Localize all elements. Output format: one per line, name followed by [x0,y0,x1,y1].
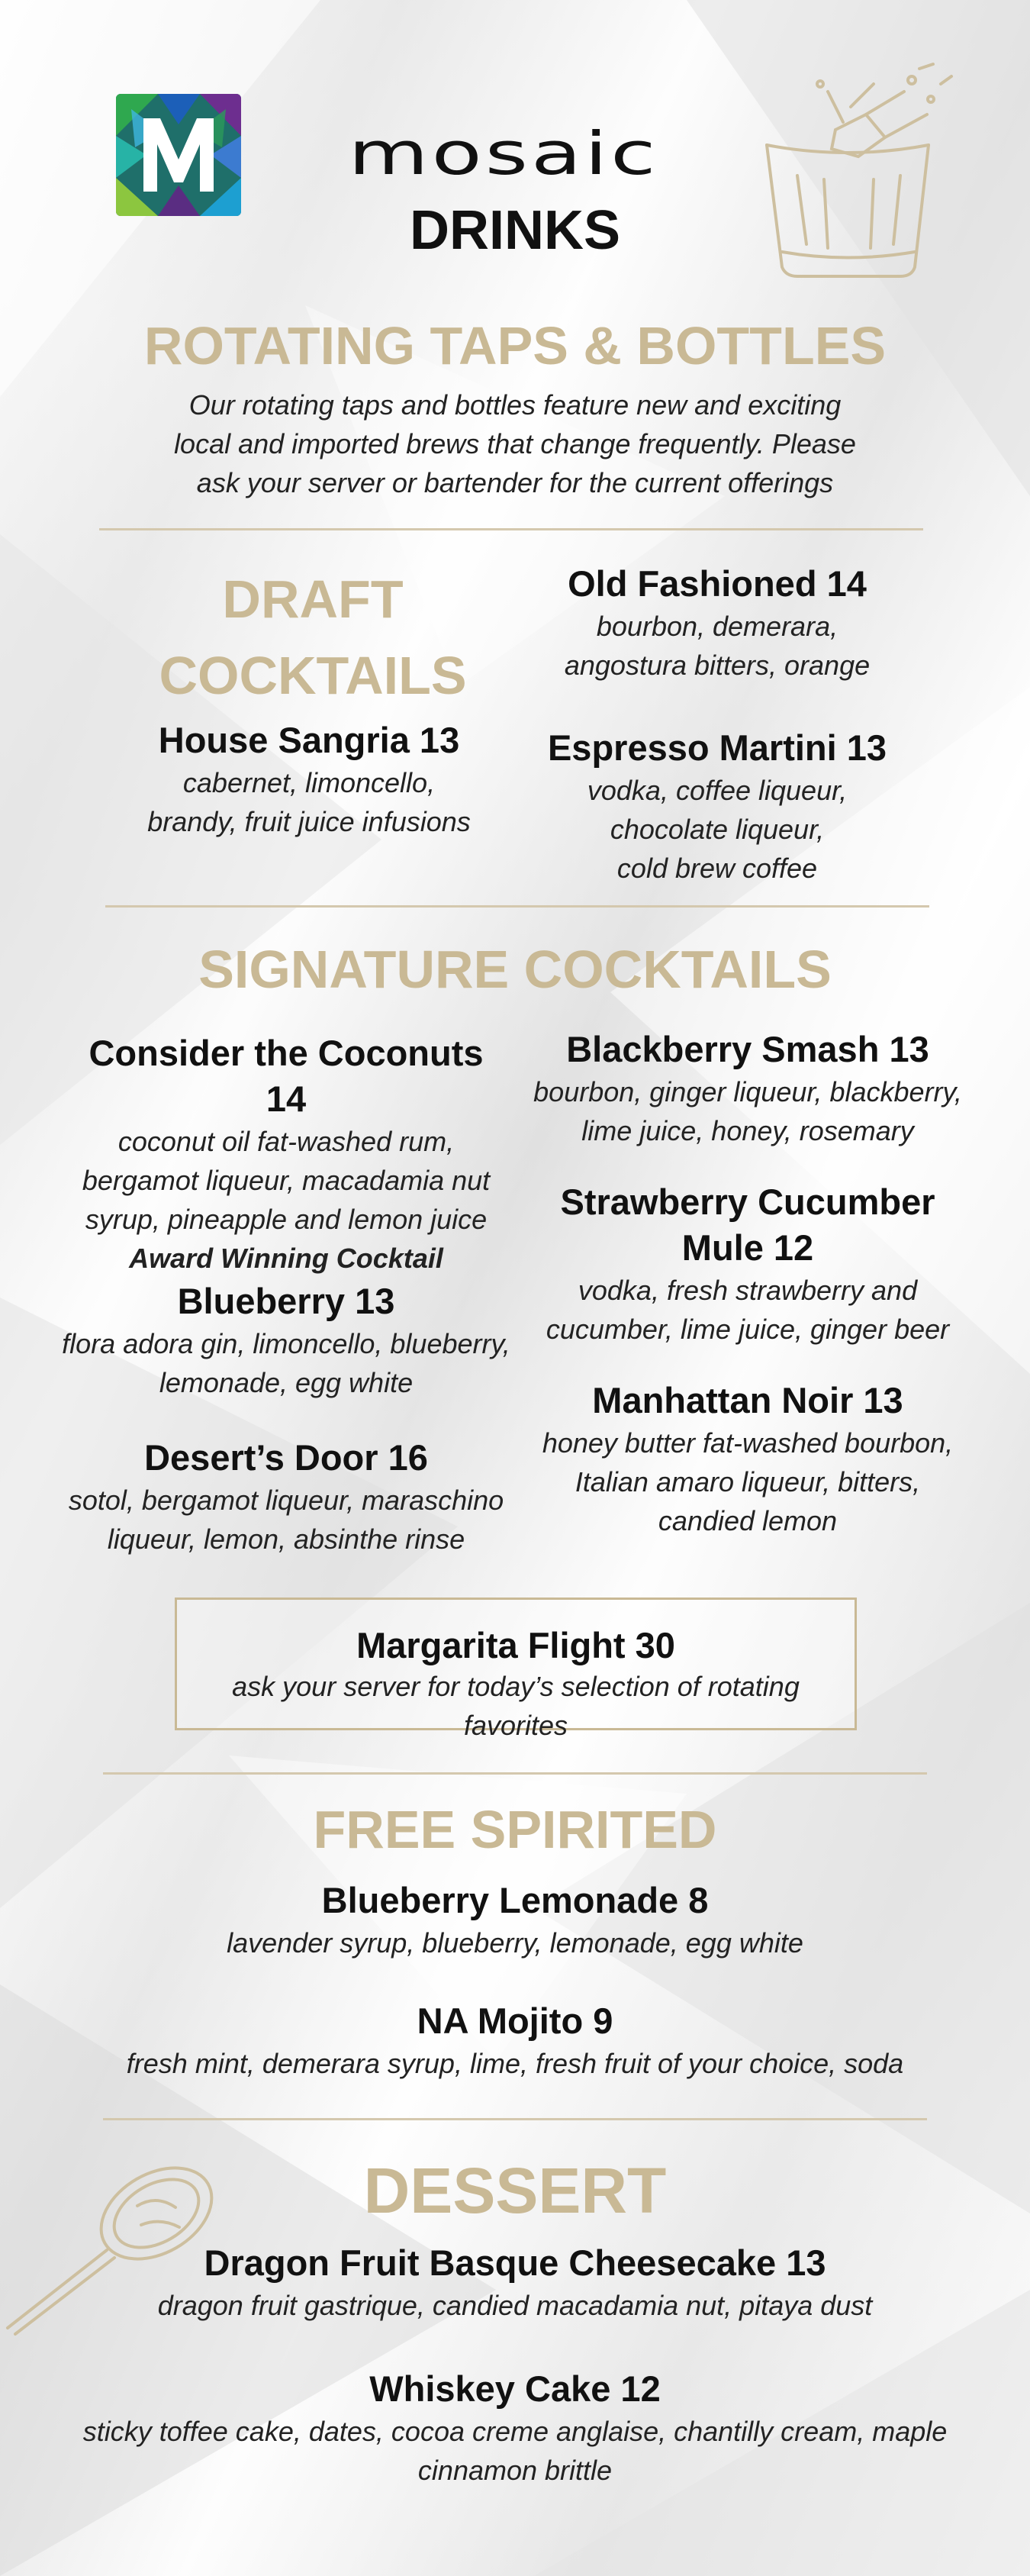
draft-cocktails-title [137,561,488,714]
item-desc: chocolate liqueur, [610,814,825,845]
item-name: Blueberry Lemonade 8 [321,1880,709,1920]
draft-title-line: COCKTAILS [159,646,467,705]
item-desc: candied lemon [658,1505,838,1536]
item-name: Mule 12 [681,1227,814,1268]
award-note: Award Winning Cocktail [129,1243,443,1274]
item-desc: lavender syrup, blueberry, lemonade, egg white [227,1927,803,1959]
item-desc: cold brew coffee [616,853,818,884]
mosaic-logo [116,94,241,216]
item-name: Margarita Flight 30 [356,1625,675,1665]
item-desc: cinnamon brittle [417,2455,613,2486]
menu-subtitle: DRINKS [409,200,620,261]
item-desc: cabernet, limoncello, [182,767,436,798]
item-name: Dragon Fruit Basque Cheesecake 13 [204,2242,826,2283]
divider [103,1772,927,1775]
item-desc: bourbon, ginger liqueur, blackberry, [533,1076,962,1107]
item-desc: flora adora gin, limoncello, blueberry, [62,1328,510,1359]
menu-item-whiskey-cake [76,2366,954,2490]
item-name: Whiskey Cake 12 [369,2368,661,2409]
menu-item-dragon-fruit-cheesecake [114,2240,916,2325]
item-desc: sticky toffee cake, dates, cocoa creme anglaise, chantilly cream, maple [82,2416,948,2447]
item-name: NA Mojito 9 [417,2001,613,2041]
item-name: Espresso Martini 13 [547,727,887,768]
menu-item-blueberry-lemonade [76,1878,954,1962]
item-desc: lemonade, egg white [159,1367,414,1398]
menu-item-deserts-door [57,1435,515,1559]
menu-item-manhattan-noir [519,1378,977,1540]
item-desc: brandy, fruit juice infusions [147,806,471,837]
rotating-taps-description [134,385,896,502]
divider [103,2118,927,2120]
item-name: Manhattan Noir 13 [592,1380,903,1420]
item-desc: syrup, pineapple and lemon juice [85,1204,488,1235]
rotating-taps-title: ROTATING TAPS & BOTTLES [143,316,887,376]
divider [105,905,929,908]
menu-item-consider-the-coconuts [65,1030,507,1278]
item-desc: bergamot liqueur, macadamia nut [82,1165,491,1196]
item-name: Desert’s Door 16 [144,1437,428,1478]
item-name: Blackberry Smash 13 [566,1029,929,1069]
item-name: Old Fashioned 14 [568,563,867,604]
menu-item-blueberry [57,1278,515,1402]
whiskey-glass-illustration-icon [752,61,961,282]
item-desc: lime juice, honey, rosemary [581,1115,914,1146]
menu-item-blackberry-smash [519,1027,977,1150]
brand-name: mosaic [348,119,659,189]
item-name: Strawberry Cucumber [560,1182,935,1222]
item-desc: coconut oil fat-washed rum, [117,1126,455,1157]
item-desc: Italian amaro liqueur, bitters, [575,1466,921,1498]
item-desc: angostura bitters, orange [564,650,871,681]
item-desc: bourbon, demerara, [596,611,838,642]
item-desc: honey butter fat-washed bourbon, [542,1427,954,1459]
margarita-flight-box [175,1598,857,1741]
menu-item-espresso-martini [534,725,900,888]
free-spirited-title: FREE SPIRITED [313,1800,717,1859]
item-name: Consider the Coconuts 14 [89,1033,484,1119]
rotating-line: ask your server or bartender for the current offerings [196,467,834,498]
rotating-line: local and imported brews that change frequently. Please [174,428,856,459]
item-desc: ask your server for today’s selection of rotating favorites [232,1671,800,1741]
item-name: House Sangria 13 [158,720,460,760]
menu-item-strawberry-cucumber-mule [519,1179,977,1349]
item-desc: cucumber, lime juice, ginger beer [546,1314,950,1345]
menu-item-house-sangria [130,717,488,841]
dessert-title: DESSERT [363,2155,667,2226]
item-desc: fresh mint, demerara syrup, lime, fresh fruit of your choice, soda [126,2048,904,2079]
signature-cocktails-title: SIGNATURE COCKTAILS [198,940,832,999]
rotating-line: Our rotating taps and bottles feature new and exciting [188,389,842,421]
item-desc: vodka, fresh strawberry and [578,1275,918,1306]
divider [99,528,923,530]
mosaic-m-logo-icon [116,94,241,216]
menu-item-old-fashioned [534,561,900,685]
item-desc: vodka, coffee liqueur, [587,775,848,806]
menu-item-na-mojito [76,1998,954,2083]
item-desc: sotol, bergamot liqueur, maraschino [68,1485,504,1516]
draft-title-line: DRAFT [222,569,404,629]
item-name: Blueberry 13 [177,1281,395,1321]
item-desc: dragon fruit gastrique, candied macadamia nut, pitaya dust [157,2290,873,2321]
item-desc: liqueur, lemon, absinthe rinse [107,1523,465,1555]
